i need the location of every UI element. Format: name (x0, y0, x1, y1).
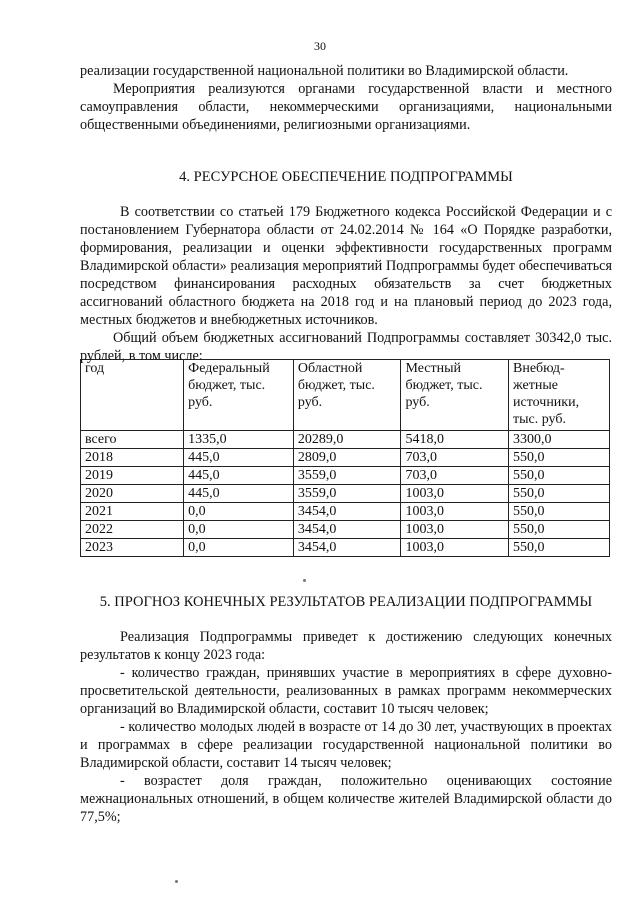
cell-federal: 445,0 (184, 449, 294, 467)
page-number: 30 (314, 39, 326, 53)
cell-local: 703,0 (401, 449, 509, 467)
cell-local: 1003,0 (401, 521, 509, 539)
cell-regional: 3454,0 (293, 503, 401, 521)
cell-extrabudget: 550,0 (509, 539, 610, 557)
cell-extrabudget: 550,0 (509, 521, 610, 539)
table-row (81, 503, 610, 521)
cell-year: 2023 (81, 539, 184, 557)
section-4-body (80, 203, 612, 365)
section-5-title: 5. ПРОГНОЗ КОНЕЧНЫХ РЕЗУЛЬТАТОВ РЕАЛИЗАЦИИ ПОДПРОГРАММЫ (99, 594, 593, 610)
cell-year: 2020 (81, 485, 184, 503)
cell-local: 1003,0 (401, 485, 509, 503)
header-extrabudget: Внебюд-жетные источники, тыс. руб. (509, 360, 610, 431)
cell-regional: 2809,0 (293, 449, 401, 467)
table-row (81, 539, 610, 557)
cell-federal: 445,0 (184, 485, 294, 503)
cell-regional: 3559,0 (293, 485, 401, 503)
section-4-paragraph-1: В соответствии со статьей 179 Бюджетного кодекса Российской Федерации и с постановлением Губернатора области от 24.02.2014 № 164 «О Порядке разработки, формирования, реализации и оценки эффективности государственных программ Владимирской области» реализация мероприятий Подпрограммы будет обеспечиваться посредством финансирования расходных обязательств за счет бюджетных ассигнований областного бюджета на 2018 год и на плановый период до 2023 года, местных бюджетов и внебюджетных источников. (80, 204, 612, 328)
cell-extrabudget: 3300,0 (509, 431, 610, 449)
cell-regional: 3559,0 (293, 467, 401, 485)
scan-speck (303, 579, 306, 582)
table-row (81, 521, 610, 539)
cell-regional: 3454,0 (293, 539, 401, 557)
scan-speck (175, 880, 178, 883)
budget-table (80, 359, 610, 557)
cell-local: 1003,0 (401, 539, 509, 557)
table-row (81, 431, 610, 449)
cell-federal: 445,0 (184, 467, 294, 485)
table-header-row (81, 360, 610, 431)
intro-block (80, 62, 612, 134)
cell-year: 2022 (81, 521, 184, 539)
table-row (81, 449, 610, 467)
cell-extrabudget: 550,0 (509, 485, 610, 503)
cell-federal: 0,0 (184, 539, 294, 557)
cell-federal: 1335,0 (184, 431, 294, 449)
cell-federal: 0,0 (184, 503, 294, 521)
cell-local: 703,0 (401, 467, 509, 485)
cell-year: 2019 (81, 467, 184, 485)
section-5-lead: Реализация Подпрограммы приведет к достижению следующих конечных результатов к концу 2023 года: (80, 629, 612, 663)
cell-regional: 3454,0 (293, 521, 401, 539)
table-row (81, 485, 610, 503)
section-4-title: 4. РЕСУРСНОЕ ОБЕСПЕЧЕНИЕ ПОДПРОГРАММЫ (179, 169, 513, 185)
cell-local: 5418,0 (401, 431, 509, 449)
cell-extrabudget: 550,0 (509, 467, 610, 485)
result-item-3: - возрастет доля граждан, положительно оценивающих состояние межнациональных отношений, в общем количестве жителей Владимирской области до 77,5%; (80, 773, 612, 825)
header-local: Местный бюджет, тыс. руб. (401, 360, 509, 431)
section-5-body (80, 628, 612, 826)
cell-extrabudget: 550,0 (509, 449, 610, 467)
result-item-2: - количество молодых людей в возрасте от 14 до 30 лет, участвующих в проектах и программах в сфере реализации государственной национальной политики во Владимирской области, составит 14 тысяч человек; (80, 719, 612, 771)
cell-year: 2021 (81, 503, 184, 521)
cell-regional: 20289,0 (293, 431, 401, 449)
header-federal: Федеральный бюджет, тыс. руб. (184, 360, 294, 431)
cell-federal: 0,0 (184, 521, 294, 539)
intro-line: реализации государственной национальной политики во Владимирской области. (80, 63, 569, 79)
cell-extrabudget: 550,0 (509, 503, 610, 521)
section-4-paragraph-2: Общий объем бюджетных ассигнований Подпрограммы составляет 30342,0 тыс. рублей, в том числе: (80, 330, 612, 364)
cell-year: 2018 (81, 449, 184, 467)
table-row (81, 467, 610, 485)
cell-local: 1003,0 (401, 503, 509, 521)
intro-paragraph: Мероприятия реализуются органами государственной власти и местного самоуправления области, некоммерческими организациями, национальными общественными объединениями, религиозными организациями. (80, 81, 612, 133)
result-item-1: - количество граждан, принявших участие в мероприятиях в сфере духовно-просветительской деятельности, реализованных в рамках программ некоммерческих организаций во Владимирской области, составит 10 тысяч человек; (80, 665, 612, 717)
cell-year: всего (81, 431, 184, 449)
header-regional: Областной бюджет, тыс. руб. (293, 360, 401, 431)
header-year: год (81, 360, 184, 431)
